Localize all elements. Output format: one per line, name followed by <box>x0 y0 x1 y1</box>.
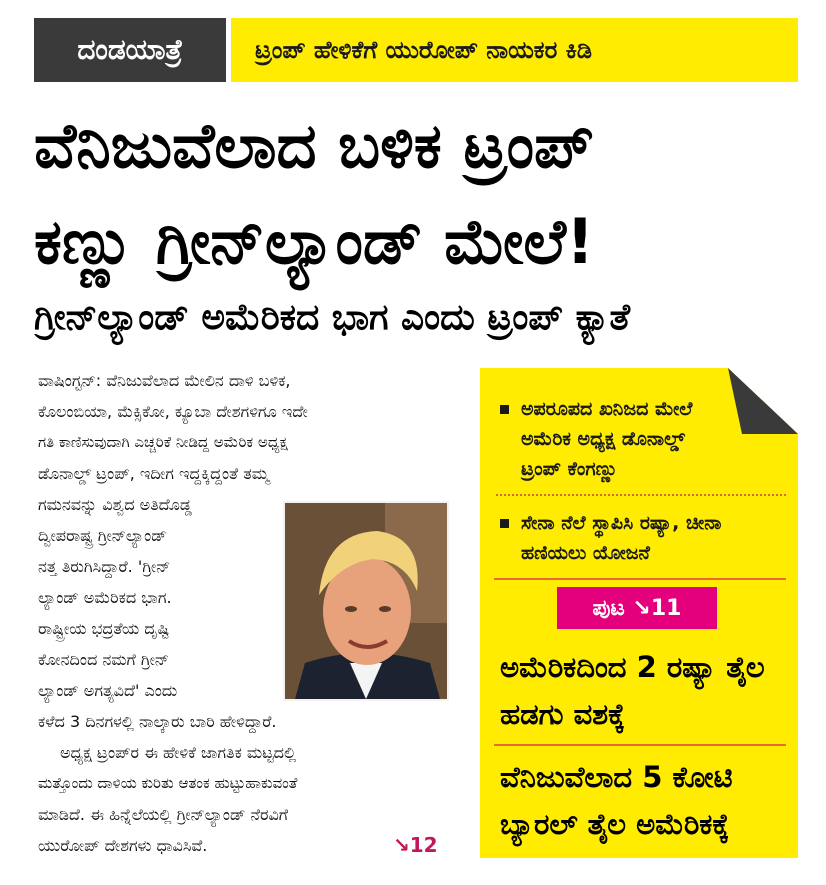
headline-line-2: ಕಣ್ಣು ಗ್ರೀನ್‌ಲ್ಯಾಂಡ್ ಮೇಲೆ! <box>34 205 595 278</box>
body-line: ನತ್ತ ತಿರುಗಿಸಿದ್ದಾರೆ. 'ಗ್ರೀನ್ <box>38 557 171 576</box>
body-line: ಗಮನವನ್ನು ವಿಶ್ವದ ಅತಿದೊಡ್ಡ <box>38 495 192 514</box>
sidebar-box <box>480 368 798 858</box>
main-headline <box>34 98 804 290</box>
sidebar-subheadline-1: ಅಮೆರಿಕದಿಂದ 2 ರಷ್ಯಾ ತೈಲ ಹಡಗು ವಶಕ್ಕೆ <box>500 650 765 731</box>
bullet-icon <box>500 519 509 528</box>
body-line: ಕಳೆದ 3 ದಿನಗಳಲ್ಲಿ ನಾಲ್ಕಾರು ಬಾರಿ ಹೇಳಿದ್ದಾರೆ. <box>38 712 277 731</box>
portrait-photo <box>283 501 449 701</box>
deck-subheadline: ಗ್ರೀನ್‌ಲ್ಯಾಂಡ್ ಅಮೆರಿಕದ ಭಾಗ ಎಂದು ಟ್ರಂಪ್ ಕ್ಯಾತೆ <box>34 297 631 338</box>
sidebar-subheadline-2: ವೆನಿಜುವೆಲಾದ 5 ಕೋಟಿ ಬ್ಯಾರಲ್ ತೈಲ ಅಮೆರಿಕಕ್ಕೆ <box>500 760 733 841</box>
body-line: ಗತಿ ಕಾಣಿಸುವುದಾಗಿ ಎಚ್ಚರಿಕೆ ನೀಡಿದ್ದ ಅಮೆರಿಕ ಅಧ್ಯಕ್ಷ <box>38 433 288 451</box>
bullet-icon <box>500 405 509 414</box>
section-kicker: ದಂಡಯಾತ್ರೆ <box>34 18 226 82</box>
body-line: ಮಾಡಿದೆ. ಈ ಹಿನ್ನೆಲೆಯಲ್ಲಿ ಗ್ರೀನ್‌ಲ್ಯಾಂಡ್ ನೆರವಿಗೆ <box>38 805 289 824</box>
headline-line-1: ವೆನಿಜುವೆಲಾದ ಬಳಿಕ ಟ್ರಂಪ್ <box>34 109 594 182</box>
body-line: ಯುರೋಪ್ ದೇಶಗಳು ಧಾವಿಸಿವೆ. <box>38 836 208 855</box>
body-line: ವಾಷಿಂಗ್ಟನ್: ವೆನಿಜುವೆಲಾದ ಮೇಲಿನ ದಾಳಿ ಬಳಿಕ, <box>38 371 291 390</box>
body-line: ಕೊಲಂಬಿಯಾ, ಮೆಕ್ಸಿಕೋ, ಕ್ಯೂಬಾ ದೇಶಗಳಿಗೂ ಇದೇ <box>38 402 308 421</box>
body-line: ರಾಷ್ಟ್ರೀಯ ಭದ್ರತೆಯ ದೃಷ್ಟಿ <box>38 619 170 638</box>
page-reference-badge[interactable]: ಪುಟ ↘11 <box>557 587 717 629</box>
strap-headline: ಟ್ರಂಪ್ ಹೇಳಿಕೆಗೆ ಯುರೋಪ್ ನಾಯಕರ ಕಿಡಿ <box>231 18 798 82</box>
body-line: ಮತ್ತೊಂದು ದಾಳಿಯ ಕುರಿತು ಆತಂಕ ಹುಟ್ಟುಹಾಕುವಂತೆ <box>38 774 298 792</box>
jump-reference[interactable]: ↘12 <box>393 833 438 857</box>
body-line: ಅಧ್ಯಕ್ಷ ಟ್ರಂಪ್‌ರ ಈ ಹೇಳಿಕೆ ಜಾಗತಿಕ ಮಟ್ಟದಲ್ಲಿ <box>60 743 297 762</box>
sidebar-divider <box>494 578 786 580</box>
sidebar-divider <box>494 744 786 746</box>
body-line: ದ್ವೀಪರಾಷ್ಟ್ರ ಗ್ರೀನ್‌ಲ್ಯಾಂಡ್ <box>38 526 167 545</box>
dotted-divider <box>496 494 786 496</box>
top-banner <box>34 18 798 82</box>
portrait-illustration <box>285 503 447 699</box>
body-line: ಲ್ಯಾಂಡ್ ಅಮೆರಿಕದ ಭಾಗ. <box>38 588 172 607</box>
body-line: ಡೊನಾಲ್ಡ್ ಟ್ರಂಪ್, ಇದೀಗ ಇದ್ದಕ್ಕಿದ್ದಂತೆ ತಮ್ಮ <box>38 464 270 483</box>
body-line: ಕೋನದಿಂದ ನಮಗೆ ಗ್ರೀನ್ <box>38 650 170 669</box>
body-line: ಲ್ಯಾಂಡ್ ಅಗತ್ಯವಿದೆ' ಎಂದು <box>38 681 178 700</box>
sidebar-bullet: ಸೇನಾ ನೆಲೆ ಸ್ಥಾಪಿಸಿ ರಷ್ಯಾ, ಚೀನಾ ಹಣಿಯಲು ಯೋಜನೆ <box>500 508 771 568</box>
sidebar-bullet: ಅಪರೂಪದ ಖನಿಜದ ಮೇಲೆ ಅಮೆರಿಕ ಅಧ್ಯಕ್ಷ ಡೊನಾಲ್ಡ್ ಟ್ರಂಪ್ ಕೆಂಗಣ್ಣು <box>500 394 721 484</box>
